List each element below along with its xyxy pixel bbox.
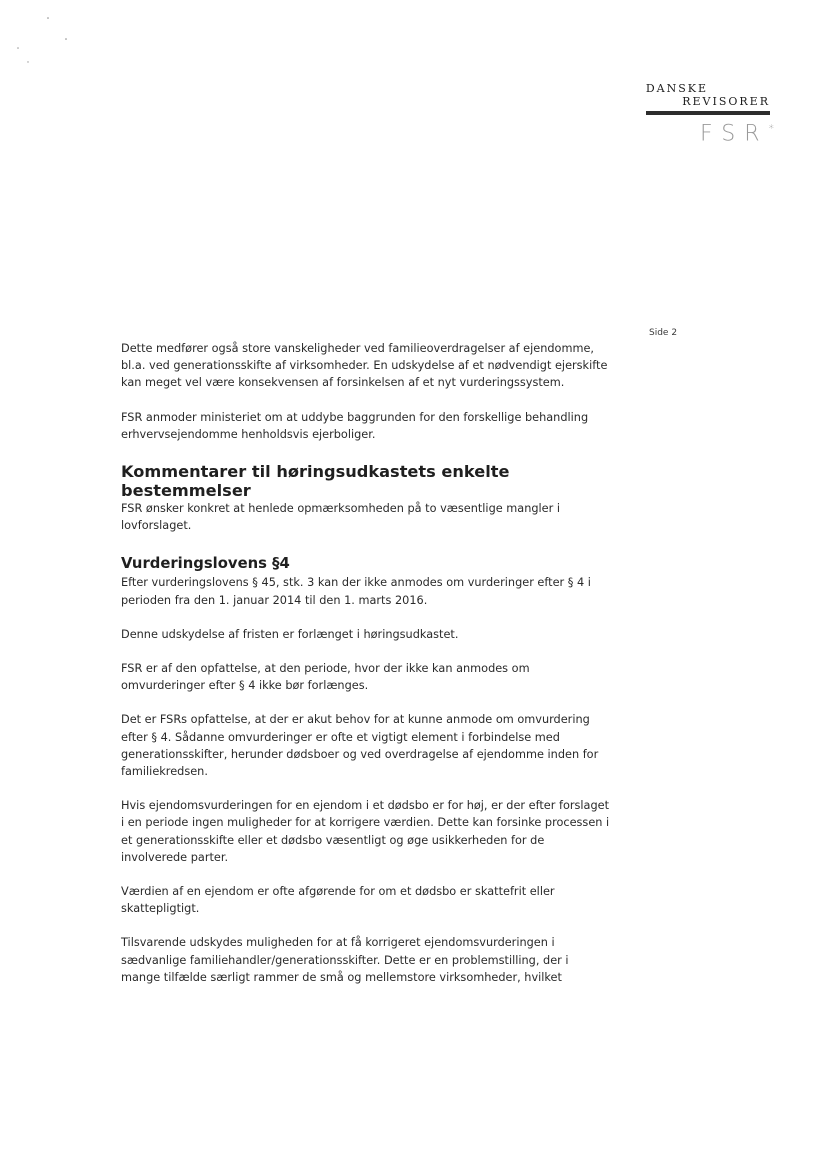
scan-specks bbox=[0, 0, 90, 80]
paragraph: FSR anmoder ministeriet om at uddybe baggrunden for den forskellige behandling erhvervsejendomme henholdsvis ejerboliger. bbox=[121, 410, 589, 441]
paragraph: Efter vurderingslovens § 45, stk. 3 kan der ikke anmodes om vurderinger efter § 4 i perioden fra den 1. januar 2014 til den 1. marts 2016. bbox=[121, 576, 591, 607]
paragraph: Dette medfører også store vanskeligheder ved familieoverdragelser af ejendomme, bl.a. ved generationsskifte af virksomheder. En udskydelse af et nødvendigt ejerskifte kan meget vel være konsekvensen af forsinkelsen af et nyt vurderingssystem. bbox=[121, 342, 608, 390]
paragraph: Denne udskydelse af fristen er forlænget i høringsudkastet. bbox=[121, 627, 459, 641]
fsr-logo bbox=[630, 82, 774, 147]
subsection-heading: Vurderingslovens §4 bbox=[121, 555, 290, 573]
section-heading: Kommentarer til høringsudkastets enkelte bestemmelser bbox=[121, 462, 510, 501]
paragraph: FSR er af den opfattelse, at den periode, hvor der ikke kan anmodes om omvurderinger efter § 4 ikke bør forlænges. bbox=[121, 662, 530, 693]
letter-body bbox=[121, 340, 611, 1003]
paragraph: Hvis ejendomsvurderingen for en ejendom i et dødsbo er for høj, er der efter forslaget i en periode ingen muligheder for at korrigere værdien. Dette kan forsinke processen i et generationsskifte eller et dødsbo væsentligt og øge usikkerheden for de involverede parter. bbox=[121, 799, 610, 864]
logo-mark-text: FSR bbox=[699, 121, 769, 147]
paragraph: Det er FSRs opfattelse, at der er akut behov for at kunne anmode om omvurdering efter § 4. Sådanne omvurderinger er ofte et vigtigt element i forbindelse med generationsskifter, herunder dødsboer og ved overdragelse af ejendomme inden for familiekredsen. bbox=[121, 713, 599, 779]
logo-text-revisorer: REVISORER bbox=[682, 95, 770, 108]
logo-text-danske: DANSKE bbox=[645, 82, 708, 95]
logo-divider bbox=[646, 111, 770, 115]
page-number: Side 2 bbox=[649, 328, 678, 338]
paragraph: Tilsvarende udskydes muligheden for at få korrigeret ejendomsvurderingen i sædvanlige familiehandler/generationsskifter. Dette er en problemstilling, der i mange tilfælde særligt rammer de små og mellemstore virksomheder, hvilket bbox=[121, 936, 569, 984]
logo-star: * bbox=[768, 122, 774, 135]
paragraph: Værdien af en ejendom er ofte afgørende for om et dødsbo er skattefrit eller skattepligtigt. bbox=[121, 885, 555, 916]
paragraph: FSR ønsker konkret at henlede opmærksomheden på to væsentlige mangler i lovforslaget. bbox=[121, 502, 561, 533]
logo-mark-fsr bbox=[630, 117, 774, 146]
